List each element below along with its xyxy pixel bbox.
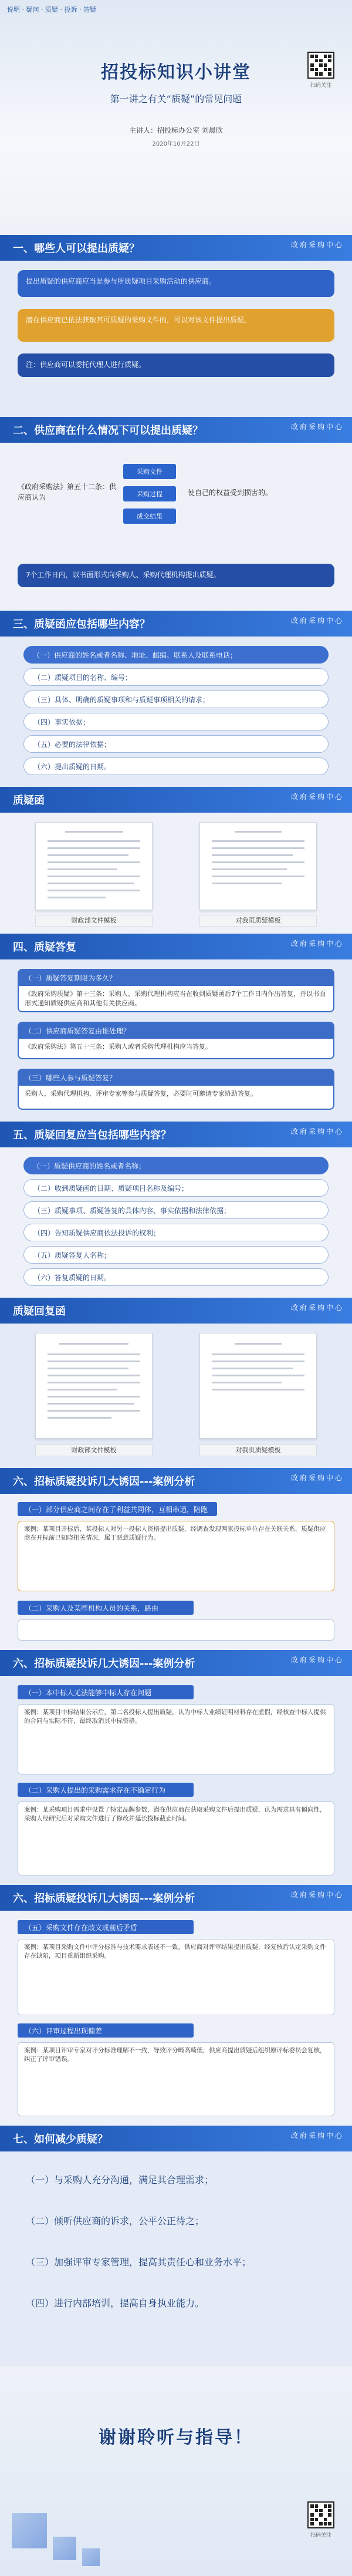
card-text: 7个工作日内，以书面形式向采购人、采购代理机构提出质疑。 [26, 571, 221, 579]
answer: 采购人、采购代理机构、评审专家等参与质疑答复，必要时可邀请专家协助答复。 [25, 1090, 257, 1097]
card-text: 注：供应商可以委托代理人进行质疑。 [26, 361, 146, 369]
case-label: （二）采购人及某些机构人员的关系，路由 [18, 1601, 194, 1615]
case-label: （六）评审过程出现偏差 [18, 2023, 194, 2038]
date: 2020年10月22日 [152, 141, 200, 147]
seal-mark: 政府采购中心 [290, 1656, 344, 1664]
list-item: （二）质疑项目的名称、编号； [23, 668, 329, 686]
header [0, 0, 352, 235]
seal-mark: 政府采购中心 [290, 793, 344, 801]
case-text [18, 1619, 334, 1641]
list-item: （三）质疑事项、质疑答复的具体内容、事实依据和法律依据； [23, 1201, 329, 1219]
section-title-text: 一、哪些人可以提出质疑？ [13, 243, 140, 255]
document-thumbnail [35, 822, 153, 910]
section-case-3 [0, 1885, 352, 2126]
qr-caption: 扫码关注 [310, 2533, 331, 2538]
speaker: 主讲人：招投标办公室 刘晨欣 [129, 126, 223, 134]
case-label: （一）部分供应商之间存在了利益共同体，互相串通，陪跑 [18, 1502, 217, 1516]
section-title [0, 1650, 352, 1676]
list-item: （二）倾听供应商的诉求，公平公正待之； [26, 2215, 205, 2227]
tag-procurement-process: 采购过程 [123, 486, 176, 501]
case-label: （二）采购人提出的采购需求存在不确定行为 [18, 1783, 194, 1797]
page-subtitle: 第一讲之有关“质疑”的常见问题 [110, 93, 242, 105]
seal-mark: 政府采购中心 [290, 940, 344, 948]
section-case-1 [0, 1468, 352, 1650]
tag-result: 成交结果 [123, 509, 176, 524]
decor-cube-icon [82, 2548, 100, 2566]
caption: 财政部文件模板 [35, 1444, 153, 1456]
section-title [0, 1122, 352, 1147]
case-text: 案例：某项目采购文件中评分标准与技术要求表述不一致，供应商对评审结果提出质疑，经复核后认定采购文件存在缺陷，项目重新组织采购。 [18, 1939, 334, 2015]
section-title [0, 417, 352, 443]
seal-mark: 政府采购中心 [290, 1474, 344, 1482]
seal-mark: 政府采购中心 [290, 1127, 344, 1136]
seal-mark: 政府采购中心 [290, 1304, 344, 1312]
section-title-text: 五、质疑回复应当包括哪些内容？ [13, 1129, 171, 1141]
list-item: （三）具体、明确的质疑事项和与质疑事项相关的请求； [23, 691, 329, 708]
section-when [0, 417, 352, 611]
seal-mark: 政府采购中心 [290, 1891, 344, 1899]
law-text: 《政府采购法》第五十二条：供应商认为 [18, 483, 117, 501]
question: （一）质疑答复期限为多久？ [19, 970, 333, 986]
list-item: （三）加强评审专家管理，提高其责任心和业务水平； [26, 2257, 252, 2268]
caption: 对我页质疑模板 [199, 1444, 317, 1456]
question: （三）哪些人参与质疑答复？ [19, 1070, 333, 1086]
list-item: （四）事实依据； [23, 713, 329, 730]
card-p2 [18, 309, 334, 342]
decor-cube-icon [12, 2513, 47, 2548]
case-label: （五）采购文件存在歧义或前后矛盾 [18, 1920, 194, 1934]
section-reply [0, 934, 352, 1122]
case-text: 案例：某项目评审专家对评分标准理解不一致，导致评分畸高畸低，供应商提出质疑后组织原评标委员会复核，纠正了评审错误。 [18, 2042, 334, 2116]
section-title [0, 611, 352, 637]
card-text: 潜在供应商已依法获取其可质疑的采购文件的，可以对该文件提出质疑。 [26, 316, 252, 324]
thanks-text: 谢谢聆听与指导！ [99, 2427, 253, 2448]
decor-cube-icon [53, 2537, 76, 2560]
footer [0, 2366, 352, 2576]
section-title-text: 六、招标质疑投诉几大诱因---案例分析 [13, 1893, 195, 1905]
case-label: （一）本中标人无法能够中标人存在问题 [18, 1685, 194, 1699]
answer: 《政府采购质疑》第十三条：采购人、采购代理机构应当在收到质疑函后7个工作日内作出答复，并以书面形式通知质疑供应商和其他有关供应商。 [25, 990, 326, 1007]
section-reduce [0, 2126, 352, 2366]
list-item: （一）供应商的姓名或者名称、地址、邮编、联系人及联系电话； [23, 646, 329, 664]
header-tag: 说明 · 疑问 · 质疑 · 投诉 · 答疑 [7, 6, 96, 14]
answer: 《政府采购法》第五十三条：采购人或者采购代理机构应当答复。 [25, 1043, 212, 1050]
qa-card [18, 1022, 334, 1059]
section-title [0, 1885, 352, 1911]
qr-code-icon [307, 52, 334, 79]
list-item: （二）收到质疑函的日期、质疑项目名称及编号； [23, 1179, 329, 1197]
seal-mark: 政府采购中心 [290, 241, 344, 249]
section-title-text: 三、质疑函应包括哪些内容？ [13, 618, 150, 631]
caption: 财政部文件模板 [35, 915, 153, 927]
section-title-text: 质疑回复函 [13, 1305, 66, 1318]
section-title-text: 六、招标质疑投诉几大诱因---案例分析 [13, 1658, 195, 1670]
list-item: （五）质疑答复人名称； [23, 1246, 329, 1264]
note-card [18, 564, 334, 587]
section-title [0, 235, 352, 261]
list-item: （四）进行内部培训，提高自身执业能力。 [26, 2298, 205, 2309]
seal-mark: 政府采购中心 [290, 2131, 344, 2140]
card-p3 [18, 353, 334, 377]
caption: 对我页质疑模板 [199, 915, 317, 927]
list-item: （六）答复质疑的日期。 [23, 1268, 329, 1286]
case-text: 案例：某项目中标结果公示后，第二名投标人提出质疑，认为中标人业绩证明材料存在虚假，经核查中标人提供的合同与实际不符，最终取消其中标资格。 [18, 1704, 334, 1774]
document-thumbnail [199, 822, 317, 910]
section-title [0, 787, 352, 813]
card-text: 提出质疑的供应商应当是参与所质疑项目采购活动的供应商。 [26, 277, 216, 285]
section-title [0, 934, 352, 959]
section-title-text: 质疑函 [13, 794, 45, 807]
section-title [0, 1468, 352, 1494]
section-title-text: 六、招标质疑投诉几大诱因---案例分析 [13, 1476, 195, 1488]
section-title-text: 二、供应商在什么情况下可以提出质疑？ [13, 425, 203, 437]
document-thumbnail [35, 1333, 153, 1439]
case-text: 案例：某采购项目需求中设置了特定品牌参数，潜在供应商在获取采购文件后提出质疑，认为需求具有倾向性，采购人经研究后对采购文件进行了修改并延长投标截止时间。 [18, 1801, 334, 1875]
list-item: （五）必要的法律依据； [23, 735, 329, 753]
card-p1 [18, 270, 334, 297]
list-item: （四）告知质疑供应商依法投诉的权利； [23, 1224, 329, 1241]
section-title [0, 2126, 352, 2151]
section-reply-template [0, 1298, 352, 1468]
section-reply-content [0, 1122, 352, 1298]
question: （二）供应商质疑答复由谁处理？ [19, 1023, 333, 1039]
list-item: （六）提出质疑的日期。 [23, 757, 329, 775]
list-item: （一）与采购人充分沟通，满足其合理需求； [26, 2174, 214, 2186]
section-title-text: 七、如何减少质疑？ [13, 2133, 108, 2146]
seal-mark: 政府采购中心 [290, 617, 344, 625]
list-item: （一）质疑供应商的姓名或者名称； [23, 1157, 329, 1174]
case-text: 案例：某项目开标后，某投标人对另一投标人资格提出质疑，经调查发现两家投标单位存在关联关系，质疑供应商在开标前已知晓相关情况，属于恶意质疑行为。 [18, 1521, 334, 1591]
qa-card [18, 969, 334, 1012]
qa-card [18, 1069, 334, 1110]
page-title: 招投标知识小讲堂 [101, 62, 251, 83]
section-letter-content [0, 611, 352, 787]
section-title [0, 1298, 352, 1324]
qr-code-icon [307, 2501, 334, 2528]
seal-mark: 政府采购中心 [290, 423, 344, 431]
section-case-2 [0, 1650, 352, 1885]
document-thumbnail [199, 1333, 317, 1439]
tail-text: 使自己的权益受到损害的。 [188, 489, 273, 497]
section-who [0, 235, 352, 417]
section-letter-template [0, 787, 352, 934]
tag-procurement-docs: 采购文件 [123, 464, 176, 479]
section-title-text: 四、质疑答复 [13, 941, 76, 954]
qr-caption: 扫码关注 [310, 83, 331, 89]
